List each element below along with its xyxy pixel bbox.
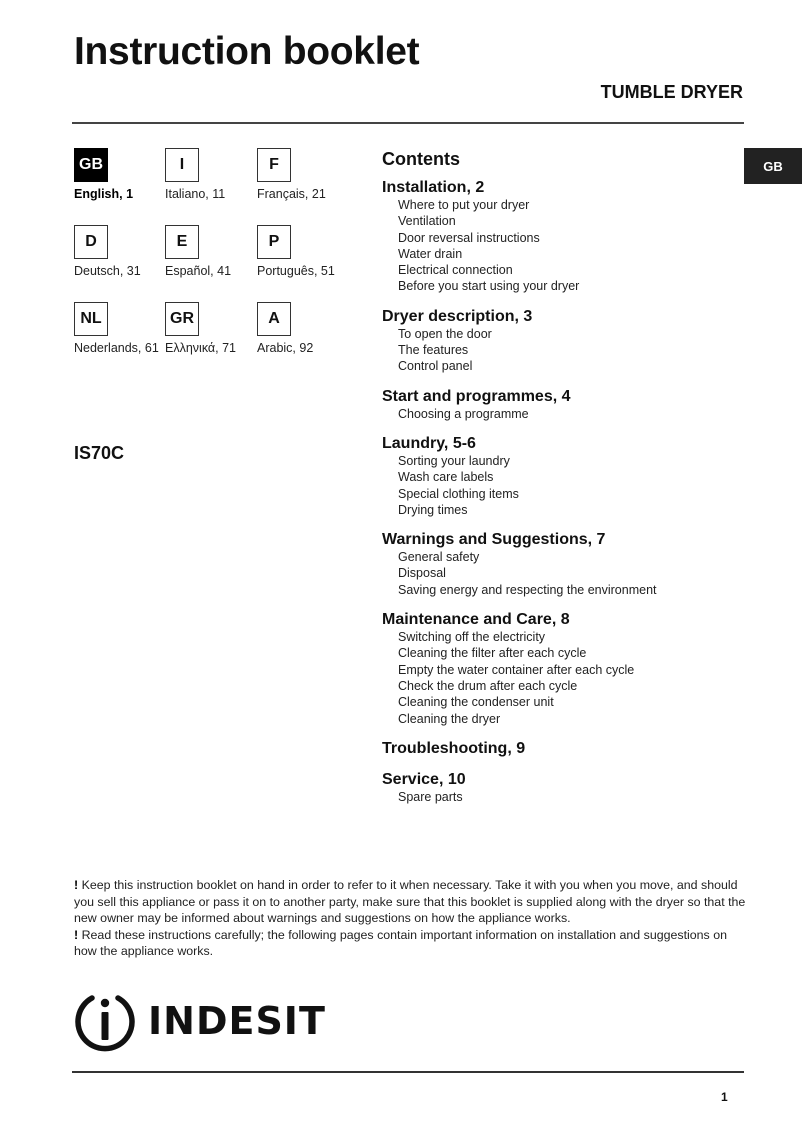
note-text: Read these instructions carefully; the following pages contain important information on installation and suggestions on how the appliance works. [74,927,727,958]
toc-item[interactable]: General safety [398,550,480,565]
table-of-contents [382,148,742,817]
toc-item[interactable]: Drying times [398,502,468,517]
exclamation-icon: ! [74,927,79,942]
toc-section-title[interactable]: Installation, 2 [382,179,485,196]
indesit-logo-icon [74,990,136,1052]
brand-logo [74,988,326,1054]
toc-section-title[interactable]: Laundry, 5-6 [382,434,476,452]
toc-item[interactable]: Special clothing items [398,486,519,501]
toc-item[interactable]: Door reversal instructions [398,230,540,245]
note-keep-booklet [74,877,746,927]
toc-item[interactable]: Empty the water container after each cycle [398,662,635,677]
toc-item[interactable]: Saving energy and respecting the environment [398,582,657,597]
language-code-box: A [257,302,291,336]
toc-section-maintenance [382,610,742,727]
language-code-box: I [165,148,199,182]
toc-item[interactable]: Sorting your laundry [398,453,510,468]
toc-section-warnings [382,530,742,598]
bottom-divider [72,1071,744,1073]
toc-item[interactable]: Cleaning the dryer [398,711,501,726]
language-code-box: GB [74,148,108,182]
toc-section-dryer-description [382,307,742,375]
language-label: Deutsch, 31 [74,264,141,278]
language-code-box: F [257,148,291,182]
brand-wordmark: INDESIT [148,999,326,1043]
language-side-tab: GB [744,148,802,184]
toc-item[interactable]: Cleaning the filter after each cycle [398,646,587,661]
toc-item[interactable]: To open the door [398,326,492,341]
toc-section-title[interactable]: Service, 10 [382,770,466,788]
toc-item[interactable]: Control panel [398,359,473,374]
language-code-box: E [165,225,199,259]
contents-heading: Contents [382,149,460,169]
language-label: Español, 41 [165,264,232,278]
toc-item[interactable]: The features [398,343,469,358]
language-label: Português, 51 [257,264,335,278]
toc-section-installation [382,178,742,295]
toc-item[interactable]: Ventilation [398,214,456,229]
toc-item[interactable]: Electrical connection [398,263,513,278]
note-read-carefully [74,927,746,960]
toc-item[interactable]: Before you start using your dryer [398,279,580,294]
language-code-box: D [74,225,108,259]
note-text: Keep this instruction booklet on hand in order to refer to it when necessary. Take it with you when you move, and should you sell this appliance or pass it on to another party, make sure that this booklet is supplied along with the dryer so that the new owner may be informed about warnings and suggestions on how the appliance works. [74,878,746,925]
toc-item[interactable]: Choosing a programme [398,406,529,421]
toc-section-troubleshooting [382,739,742,758]
toc-item[interactable]: Spare parts [398,789,463,804]
toc-item[interactable]: Water drain [398,246,463,261]
top-divider [72,122,744,124]
language-code-box: GR [165,302,199,336]
toc-section-title[interactable]: Warnings and Suggestions, 7 [382,531,606,549]
page-number: 1 [721,1090,728,1104]
language-code-box: P [257,225,291,259]
model-number: IS70C [74,443,125,463]
language-label: Italiano, 11 [165,187,226,201]
language-label: Arabic, 92 [257,341,314,355]
toc-section-laundry [382,434,742,518]
toc-item[interactable]: Where to put your dryer [398,198,530,212]
language-entry-a[interactable] [257,302,367,355]
language-label: Nederlands, 61 [74,341,159,355]
toc-item[interactable]: Check the drum after each cycle [398,678,578,693]
language-code-box: NL [74,302,108,336]
exclamation-icon: ! [74,878,79,892]
language-label: Ελληνικά, 71 [165,341,236,355]
language-entry-f[interactable] [257,148,367,201]
toc-section-service [382,770,742,805]
toc-item[interactable]: Cleaning the condenser unit [398,695,554,710]
language-entry-p[interactable] [257,225,367,278]
toc-item[interactable]: Disposal [398,566,446,581]
toc-section-title[interactable]: Start and programmes, 4 [382,387,571,405]
toc-section-start-programmes [382,387,742,422]
toc-section-title[interactable]: Maintenance and Care, 8 [382,611,570,629]
toc-item[interactable]: Switching off the electricity [398,630,546,645]
toc-section-title[interactable]: Dryer description, 3 [382,307,533,325]
language-label: Français, 21 [257,187,326,201]
toc-item[interactable]: Wash care labels [398,470,494,485]
toc-section-title[interactable]: Troubleshooting, 9 [382,739,526,757]
page-title: Instruction booklet [74,30,420,73]
product-type: TUMBLE DRYER [600,82,743,102]
safety-notes [74,877,746,960]
language-label: English, 1 [74,187,134,201]
